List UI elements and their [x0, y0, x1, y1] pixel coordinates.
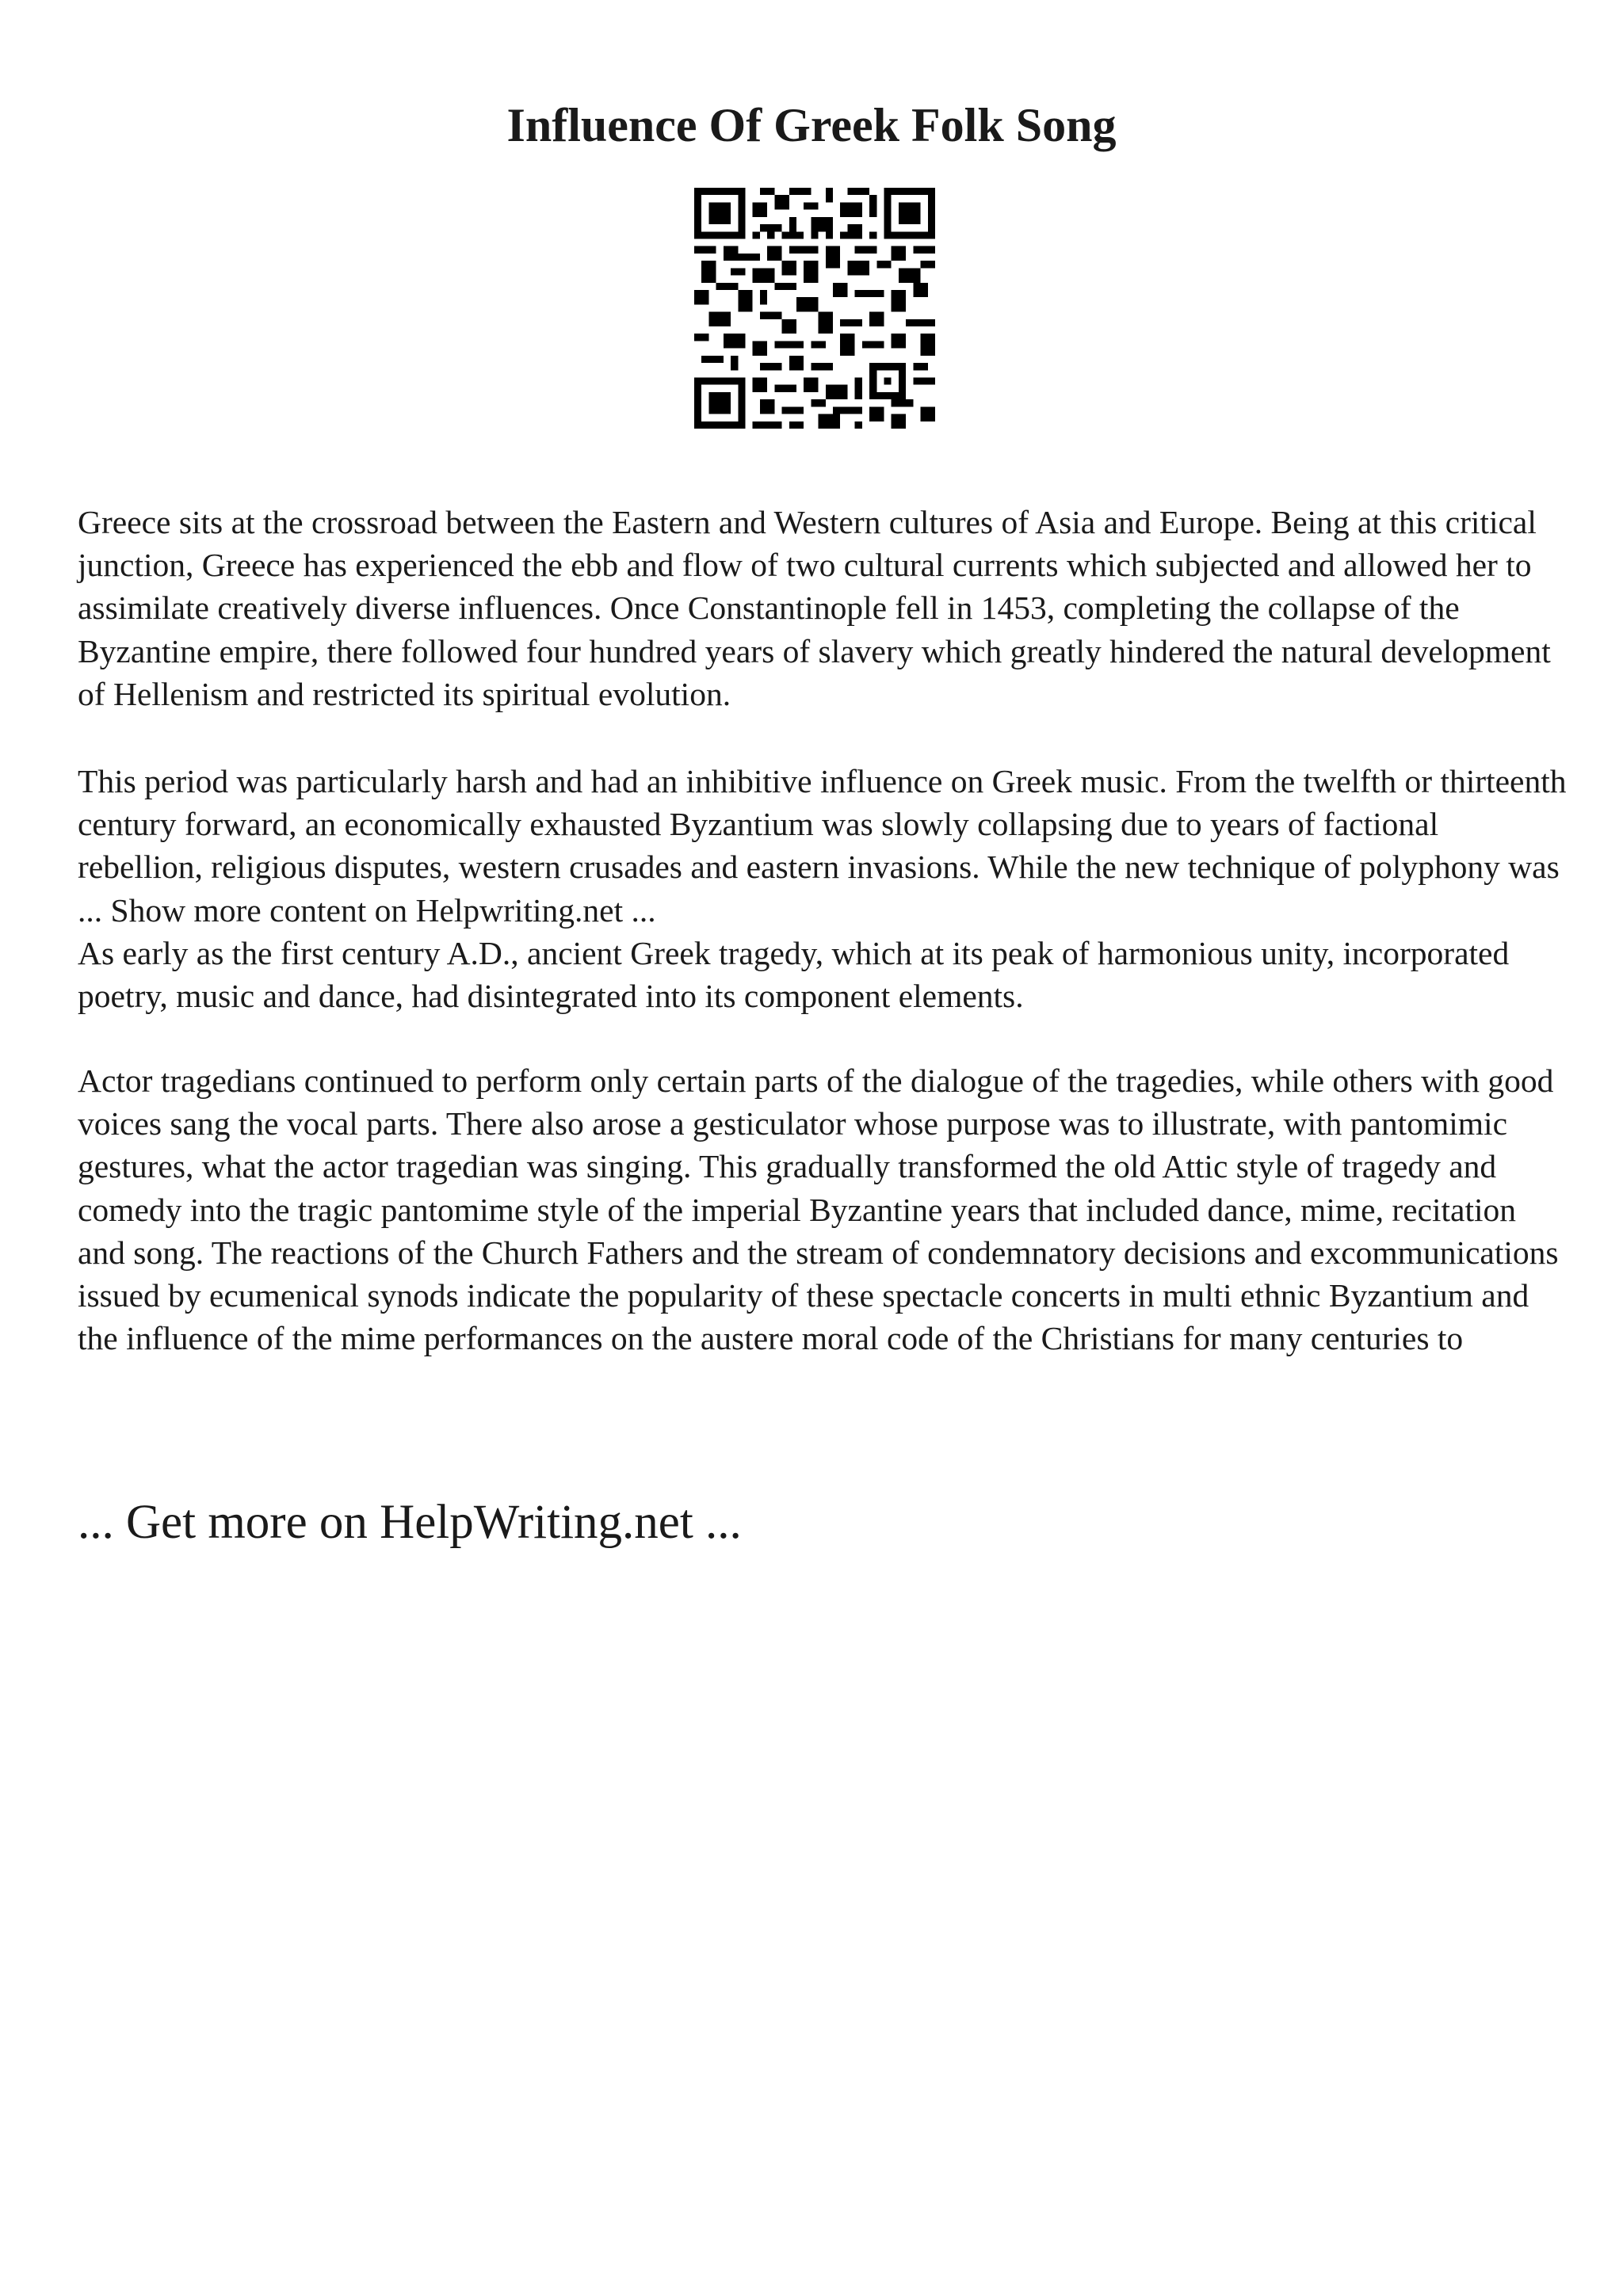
- paragraph-2: [78, 760, 1568, 1017]
- page-title: Influence Of Greek Folk Song: [506, 99, 1117, 151]
- get-more-link[interactable]: ... Get more on HelpWriting.net ...: [78, 1496, 742, 1549]
- paragraph-1: Greece sits at the crossroad between the Eastern and Western cultures of Asia and Europe. Being at this critical junction, Greece has experienced the ebb and flow of two cultural currents which subjected and allowed her to assimilate creatively diverse influences. Once Constantinople fell in 1453, completing the collapse of the Byzantine empire, there followed four hundred years of slavery which greatly hindered the natural development of Hellenism and restricted its spiritual evolution.: [78, 504, 1551, 712]
- paragraph-3: Actor tragedians continued to perform only certain parts of the dialogue of the tragedies, while others with good voices sang the vocal parts. There also arose a gesticulator whose purpose was to illustrate, with pantomimic gestures, what the actor tragedian was singing. This gradually transformed the old Attic style of tragedy and comedy into the tragic pantomime style of the imperial Byzantine years that included dance, mime, recitation and song. The reactions of the Church Fathers and the stream of condemnatory decisions and excommunications issued by ecumenical synods indicate the popularity of these spectacle concerts in multi ethnic Byzantium and the influence of the mime performances on the austere moral code of the Christians for many centuries to: [78, 1062, 1559, 1357]
- paragraph-2-text: This period was particularly harsh and had an inhibitive influence on Greek music. From the twelfth or thirteenth century forward, an economically exhausted Byzantium was slowly collapsing due to years of factional rebellion, religious disputes, western crusades and eastern invasions. While the new technique of polyphony was ... Show more content on Helpwriting.net ...: [78, 763, 1567, 929]
- qr-code-icon: [694, 188, 935, 429]
- paragraph-2b-text: As early as the first century A.D., ancient Greek tragedy, which at its peak of harmonious unity, incorporated poetry, music and dance, had disintegrated into its component elements.: [78, 934, 1510, 1015]
